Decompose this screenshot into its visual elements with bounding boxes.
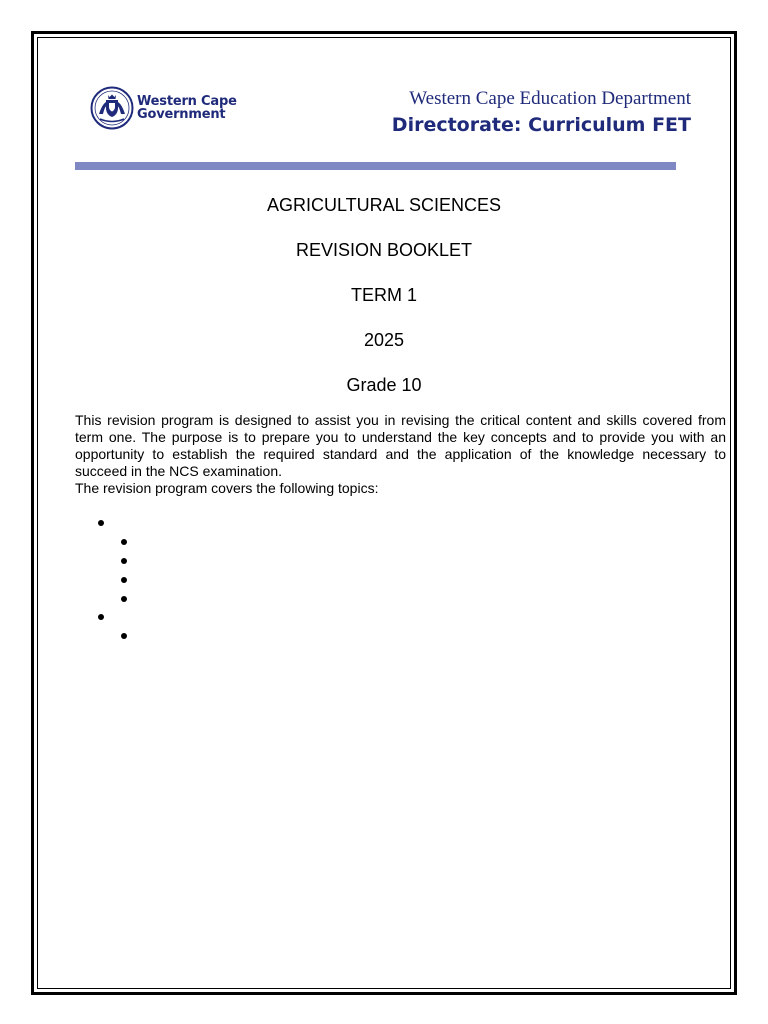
list-bullet-level2 (121, 558, 127, 564)
grade-title: Grade 10 (346, 375, 422, 395)
term-title: TERM 1 (350, 285, 417, 305)
intro-text (75, 412, 726, 497)
list-bullet-level1 (98, 614, 104, 620)
list-bullet-level2 (121, 596, 127, 602)
subject-title: AGRICULTURAL SCIENCES (266, 195, 502, 215)
list-bullet-level2 (121, 539, 127, 545)
header-divider (75, 162, 676, 170)
booklet-title: REVISION BOOKLET (295, 240, 473, 260)
department-heading (392, 88, 691, 138)
government-name (137, 95, 237, 121)
topics-lead: The revision program covers the following topics: (75, 480, 379, 496)
page-border-inner (37, 37, 731, 989)
list-bullet-level2 (121, 577, 127, 583)
government-logo (90, 86, 237, 130)
directorate-name: Directorate: Curriculum FET (391, 114, 691, 136)
department-name: Western Cape Education Department (409, 88, 691, 109)
government-name-line2: Government (137, 107, 226, 122)
list-bullet-level1 (98, 520, 104, 526)
government-name-line1: Western Cape (137, 94, 237, 109)
page-border (31, 31, 737, 995)
intro-paragraph: This revision program is designed to assist you in revising the critical content and skills covered from term one. The purpose is to prepare you to understand the key concepts and to provide you with an opportunity to establish the required standard and the application of the knowledge necessary to succeed in the NCS examination. (75, 412, 726, 479)
year-title: 2025 (363, 330, 405, 350)
coat-of-arms-icon (90, 86, 134, 130)
list-bullet-level2 (121, 633, 127, 639)
